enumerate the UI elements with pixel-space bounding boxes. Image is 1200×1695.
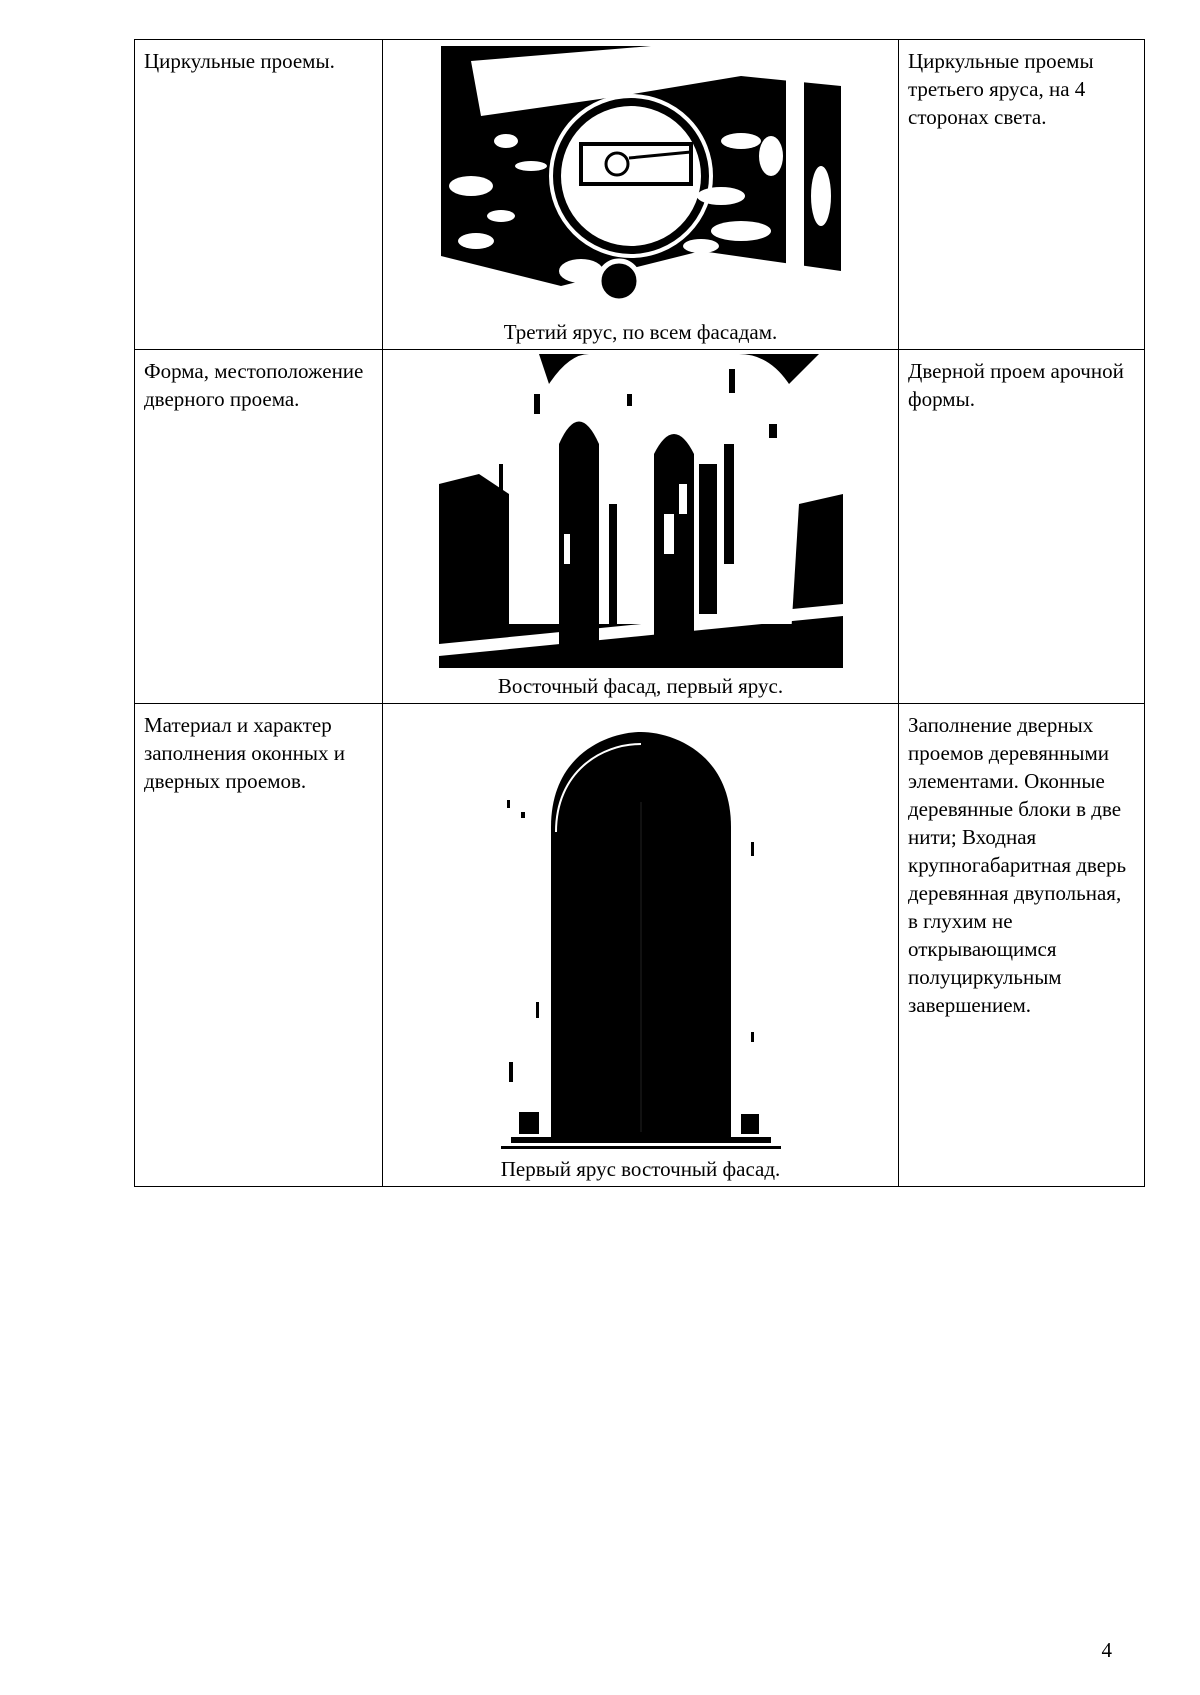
page-number: 4 <box>1101 1638 1112 1662</box>
description-cell <box>899 704 1145 1187</box>
table-row <box>135 704 1145 1187</box>
photo-caption: Первый ярус восточный фасад. <box>500 1157 781 1181</box>
description-text: Дверной проем арочной формы. <box>908 359 1124 411</box>
photo-cell <box>383 40 899 350</box>
features-table <box>134 39 1145 1187</box>
description-cell <box>899 350 1145 704</box>
description-text: Циркульные проемы третьего яруса, на 4 сторонах света. <box>908 49 1094 129</box>
description-text: Заполнение дверных проемов деревянными элементами. Оконные деревянные блоки в две нити; Входная крупногабаритная дверь деревянная двупольная, в глухим не открывающимся полуциркульным завершением. <box>908 713 1127 1017</box>
photo-caption: Восточный фасад, первый ярус. <box>497 674 784 698</box>
arched-doorway-facade-photo <box>439 354 843 668</box>
feature-cell <box>135 40 383 350</box>
photo-cell <box>383 350 899 704</box>
description-cell <box>899 40 1145 350</box>
photo-cell <box>383 704 899 1187</box>
feature-text: Форма, местоположение дверного проема. <box>144 359 364 411</box>
feature-text: Материал и характер заполнения оконных и дверных проемов. <box>144 713 345 793</box>
arched-door-photo <box>501 732 781 1152</box>
table-row <box>135 40 1145 350</box>
round-window-photo <box>441 46 841 308</box>
photo-caption: Третий ярус, по всем фасадам. <box>503 320 778 344</box>
feature-text: Циркульные проемы. <box>144 49 335 73</box>
feature-cell <box>135 350 383 704</box>
feature-cell <box>135 704 383 1187</box>
table-row <box>135 350 1145 704</box>
